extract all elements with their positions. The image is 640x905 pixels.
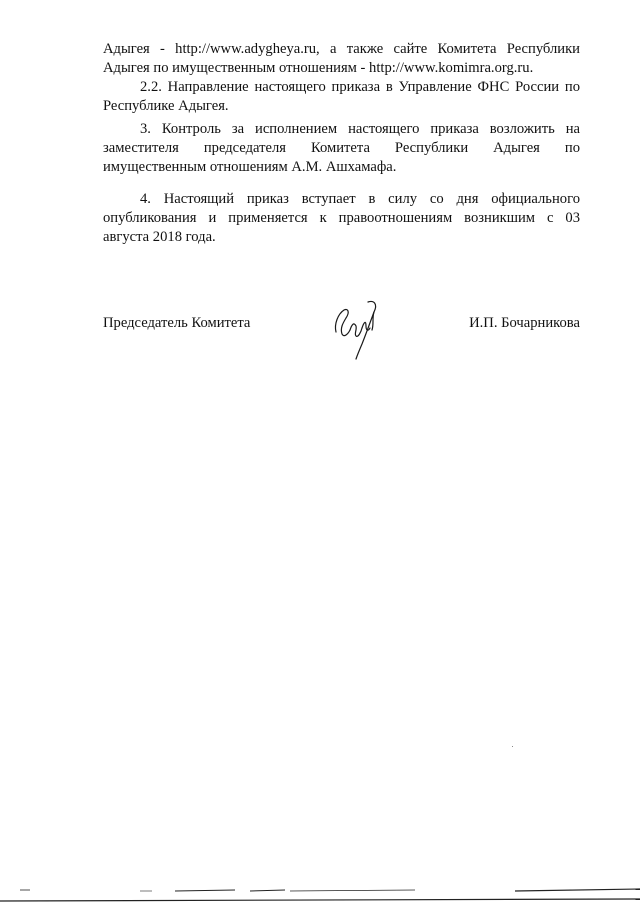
paragraph-3-line-1: 3. Контроль за исполнением настоящего приказа возложить на	[140, 121, 580, 137]
handwritten-signature	[328, 298, 386, 360]
paragraph-2-1-line-2: Адыгея по имущественным отношениям - http://www.komimra.org.ru.	[103, 60, 534, 76]
signatory-title: Председатель Комитета	[103, 315, 251, 331]
scan-speck	[512, 746, 513, 747]
paragraphs-2-1-and-2-2	[103, 40, 580, 116]
signature-block	[103, 312, 580, 352]
paragraph-4	[103, 190, 580, 247]
paragraph-2-2-line-2: Республике Адыгея.	[103, 98, 229, 114]
paragraph-3-line-2: заместителя председателя Комитета Республики Адыгея по	[103, 140, 580, 156]
paragraph-4-line-3: августа 2018 года.	[103, 229, 216, 245]
paragraph-3	[103, 120, 580, 177]
paragraph-2-2-line-1: 2.2. Направление настоящего приказа в Управление ФНС России по	[140, 79, 580, 95]
paragraph-2-1-line-1: Адыгея - http://www.adygheya.ru, а также сайте Комитета Республики	[103, 41, 580, 57]
signatory-name: И.П. Бочарникова	[469, 315, 580, 331]
scan-artifact-lines	[0, 870, 640, 905]
paragraph-4-line-1: 4. Настоящий приказ вступает в силу со дня официального	[140, 191, 580, 207]
paragraph-3-line-3: имущественным отношениям А.М. Ашхамафа.	[103, 159, 397, 175]
paragraph-4-line-2: опубликования и применяется к правоотношениям возникшим с 03	[103, 210, 580, 226]
